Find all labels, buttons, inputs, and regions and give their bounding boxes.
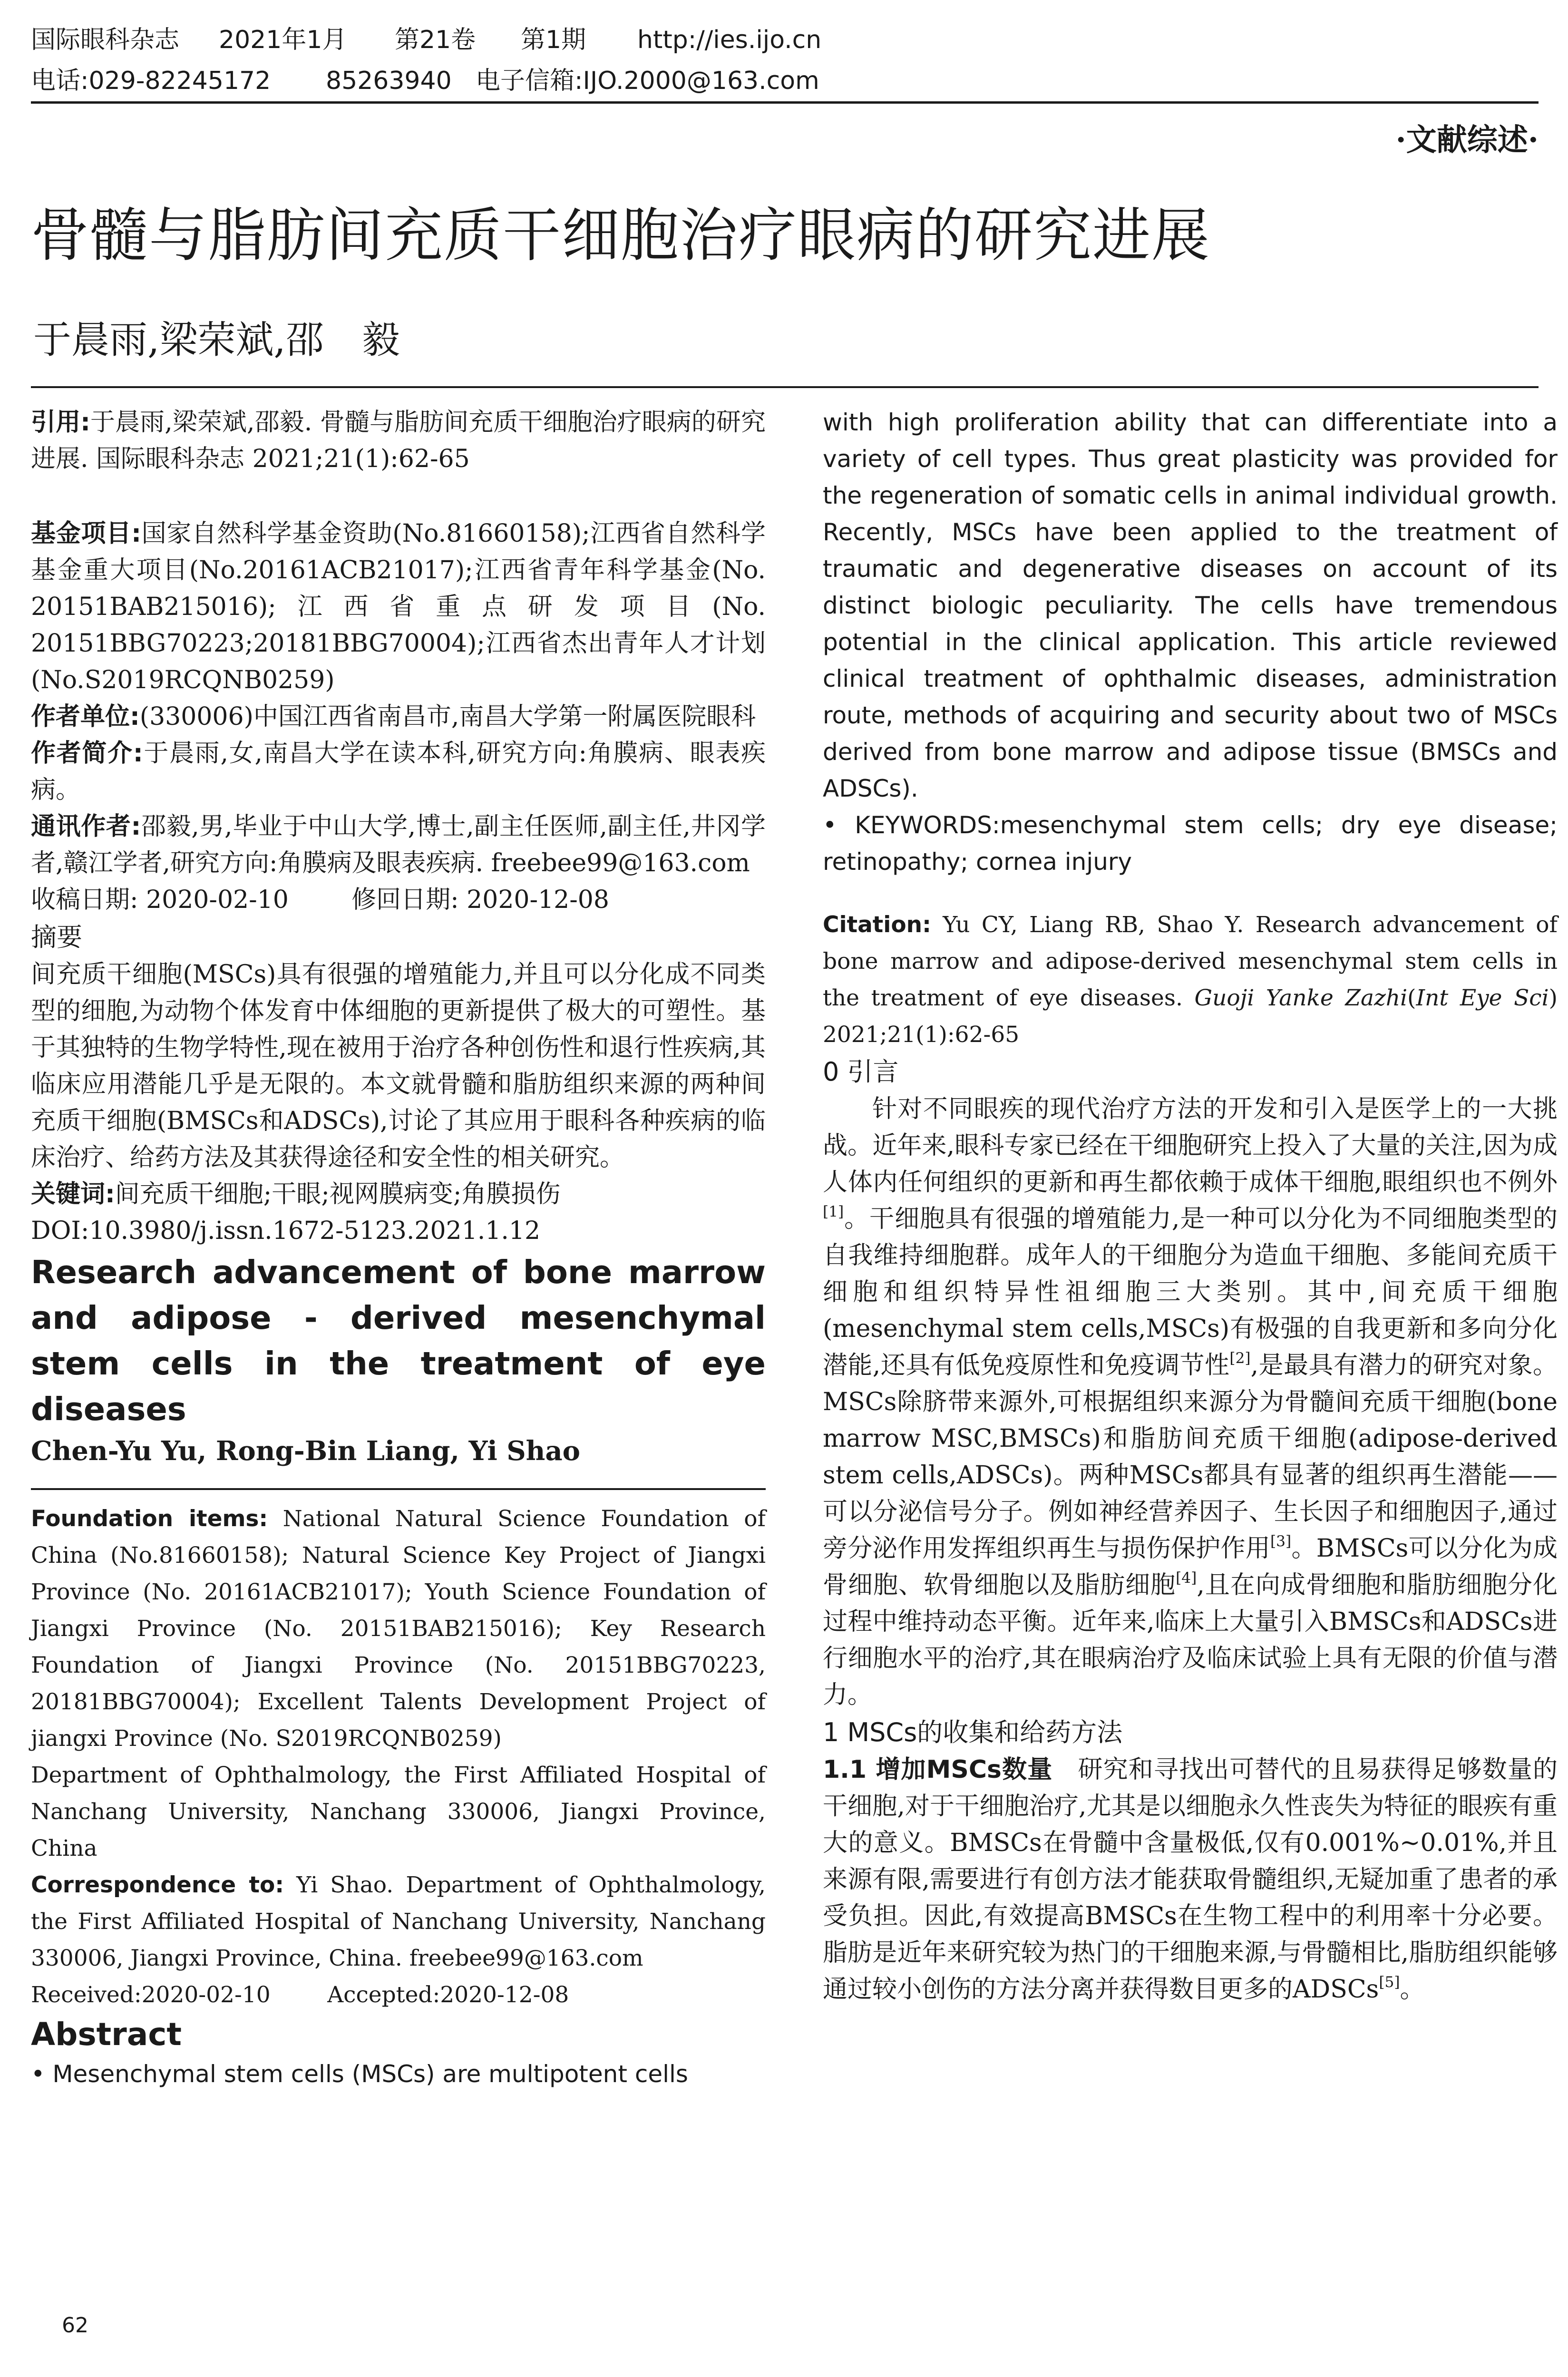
correspondence-en-text: Yi Shao. Department of Ophthalmology, the First Affiliated Hospital of Nanchang University, Nanchang 330006, Jiangxi Province, China. freebee99@163.com xyxy=(31,1872,766,1971)
issue-date: 2021年1月 xyxy=(219,26,347,54)
doi: DOI:10.3980/j.issn.1672-5123.2021.1.12 xyxy=(31,1217,541,1245)
citation-label: 引用: xyxy=(31,408,90,437)
citation-en-label: Citation: xyxy=(823,912,931,938)
correspondence-cn xyxy=(31,809,766,882)
bio-text: 于晨雨,女,南昌大学在读本科,研究方向:角膜病、眼表疾病。 xyxy=(31,739,766,804)
keywords-cn xyxy=(31,1176,766,1213)
citation-en-text: Yu CY, Liang RB, Shao Y. Research advancement of bone marrow and adipose-derived mesenchymal stem cells in the treatment of eye diseases. xyxy=(823,912,1558,1011)
phone: 电话:029-82245172 xyxy=(31,67,271,95)
english-title: Research advancement of bone marrow and adipose - derived mesenchymal stem cells in the treatment of eye diseases xyxy=(31,1254,766,1428)
correspondence-text: 邵毅,男,毕业于中山大学,博士,副主任医师,副主任,井冈学者,赣江学者,研究方向:角膜病及眼表疾病. freebee99@163.com xyxy=(31,812,766,877)
affiliation-text: (330006)中国江西省南昌市,南昌大学第一附属医院眼科 xyxy=(139,702,756,731)
affiliation-cn xyxy=(31,699,766,735)
received-date: 收稿日期: 2020-02-10 xyxy=(31,886,289,914)
affiliation-label: 作者单位: xyxy=(31,702,140,731)
foundation-en-label: Foundation items: xyxy=(31,1506,268,1532)
intro-text-e: ,且在向成骨细胞和脂肪细胞分化过程中维持动态平衡。近年来,临床上大量引入BMSCs和ADSCs进行细胞水平的治疗,其在眼病治疗及临床试验上具有无限的价值与潜力。 xyxy=(823,1571,1558,1709)
journal-name: 国际眼科杂志 xyxy=(31,26,180,54)
ref-2: [2] xyxy=(1229,1350,1251,1367)
correspondence-en-label: Correspondence to: xyxy=(31,1872,284,1898)
citation-journal-en: Int Eye Sci xyxy=(1416,985,1549,1011)
accepted-date-en: Accepted:2020-12-08 xyxy=(327,1982,569,2008)
citation-en-tail: ) 2021;21(1):62-65 xyxy=(823,985,1558,1048)
abstract-heading-cn: 摘要 xyxy=(31,922,82,952)
article-title: 骨髓与脂肪间充质干细胞治疗眼病的研究进展 xyxy=(31,202,1210,269)
dates-en xyxy=(31,1977,766,2013)
page-number: 62 xyxy=(62,2313,88,2338)
revised-date: 修回日期: 2020-12-08 xyxy=(351,886,609,914)
section-1-1-text: 研究和寻找出可替代的且易获得足够数量的干细胞,对于干细胞治疗,尤其是以细胞永久性丧失为特征的眼疾有重大的意义。BMSCs在骨髓中含量极低,仅有0.001%~0.01%,并且来源有限,需要进行有创方法才能获取骨髓组织,无疑加重了患者的承受负担。因此,有效提高BMSCs在生物工程中的利用率十分必要。脂肪是近年来研究较为热门的干细胞来源,与骨髓相比,脂肪组织能够通过较小创伤的方法分离并获得数目更多的ADSCs xyxy=(823,1755,1558,2004)
volume: 第21卷 xyxy=(395,26,476,54)
foundation-cn xyxy=(31,516,766,699)
foundation-en-text: National Natural Science Foundation of China (No.81660158); Natural Science Key Project of Jiangxi Province (No. 20161ACB21017); Youth Science Foundation of Jiangxi Province (No. 20151BAB215016); Key Research Foundation of Jiangxi Province (No. 20151BBG70223, 20181BBG70004); Excellent Talents Development Project of jiangxi Province (No. S2019RCQNB0259) xyxy=(31,1506,766,1752)
section-1-1-label: 1.1 增加MSCs数量 xyxy=(823,1755,1053,1784)
keywords-label: 关键词: xyxy=(31,1180,115,1208)
abstract-en-start: • Mesenchymal stem cells (MSCs) are multipotent cells xyxy=(31,2060,688,2088)
section-1-1-end: 。 xyxy=(1400,1975,1425,2004)
section-label: ·文献综述· xyxy=(1395,122,1539,158)
intro-text-a: 针对不同眼疾的现代治疗方法的开发和引入是医学上的一大挑战。近年来,眼科专家已经在干细胞研究上投入了大量的关注,因为成人体内任何组织的更新和再生都依赖于成体干细胞,眼组织也不例外 xyxy=(823,1095,1558,1197)
ref-5: [5] xyxy=(1379,1974,1400,1991)
left-column xyxy=(31,404,766,2093)
department-en: Department of Ophthalmology, the First Affiliated Hospital of Nanchang University, Nanchang 330006, Jiangxi Province, China xyxy=(31,1762,766,1861)
authors-cn: 于晨雨,梁荣斌,邵 毅 xyxy=(33,318,400,362)
citation-text: 于晨雨,梁荣斌,邵毅. 骨髓与脂肪间充质干细胞治疗眼病的研究进展. 国际眼科杂志 2021;21(1):62-65 xyxy=(31,408,766,473)
email-link[interactable]: 电子信箱:IJO.2000@163.com xyxy=(476,67,819,95)
received-date-en: Received:2020-02-10 xyxy=(31,1982,271,2008)
section-1-heading: 1 MSCs的收集和给药方法 xyxy=(823,1717,1123,1747)
ref-3: [3] xyxy=(1270,1533,1292,1550)
correspondence-en xyxy=(31,1867,766,1977)
issue: 第1期 xyxy=(521,26,586,54)
citation-journal: Guoji Yanke Zazhi xyxy=(1194,985,1408,1011)
section-1-1-paragraph xyxy=(823,1752,1558,2008)
citation-cn xyxy=(31,404,766,477)
foundation-text: 国家自然科学基金资助(No.81660158);江西省自然科学基金重大项目(No.20161ACB21017);江西省青年科学基金(No. 20151BAB215016);江西省重点研发项目(No. 20151BBG70223;20181BBG70004);江西省杰出青年人才计划(No.S2019RCQNB0259) xyxy=(31,519,766,694)
intro-text-d: 。BMSCs可以分化为成骨细胞、软骨细胞以及脂肪细胞 xyxy=(823,1534,1558,1599)
citation-en xyxy=(823,906,1558,1053)
title-rule xyxy=(31,386,1539,388)
intro-heading: 0 引言 xyxy=(823,1057,899,1087)
abstract-heading-en: Abstract xyxy=(31,2016,182,2053)
correspondence-label: 通讯作者: xyxy=(31,812,141,841)
bio-label: 作者简介: xyxy=(31,739,143,768)
dates-cn xyxy=(31,882,766,918)
abstract-en-continued: with high proliferation ability that can differentiate into a variety of cell types. Thus great plasticity was provided for the regeneration of somatic cells in animal individual growth. Recently, MSCs have been applied to the treatment of traumatic and degenerative diseases on account of its distinct biologic peculiarity. The cells have tremendous potential in the clinical application. This article reviewed clinical treatment of ophthalmic diseases, administration route, methods of acquiring and security about two of MSCs derived from bone marrow and adipose tissue (BMSCs and ADSCs). xyxy=(823,409,1558,802)
english-authors-rule xyxy=(31,1488,766,1490)
intro-text-b: 。干细胞具有很强的增殖能力,是一种可以分化为不同细胞类型的自我维持细胞群。成年人的干细胞分为造血干细胞、多能间充质干细胞和组织特异性祖细胞三大类别。其中,间充质干细胞(mesenchymal stem cells,MSCs)有极强的自我更新和多向分化潜能,还具有低免疫原性和免疫调节性 xyxy=(823,1205,1558,1380)
english-authors: Chen-Yu Yu, Rong-Bin Liang, Yi Shao xyxy=(31,1435,581,1467)
keywords-text: 间充质干细胞;干眼;视网膜病变;角膜损伤 xyxy=(115,1180,561,1208)
ref-1: [1] xyxy=(823,1203,844,1221)
header-rule xyxy=(31,101,1539,104)
keywords-en: • KEYWORDS:mesenchymal stem cells; dry eye disease; retinopathy; cornea injury xyxy=(823,811,1558,876)
foundation-label: 基金项目: xyxy=(31,519,141,548)
phone-2: 85263940 xyxy=(326,67,452,95)
foundation-en xyxy=(31,1500,766,1757)
website-link[interactable]: http://ies.ijo.cn xyxy=(637,26,822,54)
intro-text-c: ,是最具有潜力的研究对象。MSCs除脐带来源外,可根据组织来源分为骨髓间充质干细胞(bone marrow MSC,BMSCs)和脂肪间充质干细胞(adipose-derived stem cells,ADSCs)。两种MSCs都具有显著的组织再生潜能——可以分泌信号分子。例如神经营养因子、生长因子和细胞因子,通过旁分泌作用发挥组织再生与损伤保护作用 xyxy=(823,1351,1558,1563)
intro-paragraph xyxy=(823,1091,1558,1714)
journal-header xyxy=(31,21,1539,105)
ref-4: [4] xyxy=(1176,1569,1197,1587)
author-bio-cn xyxy=(31,735,766,809)
citation-paren-open: ( xyxy=(1407,985,1416,1011)
right-column xyxy=(823,404,1558,2008)
abstract-text-cn: 间充质干细胞(MSCs)具有很强的增殖能力,并且可以分化成不同类型的细胞,为动物个体发育中体细胞的更新提供了极大的可塑性。基于其独特的生物学特性,现在被用于治疗各种创伤性和退行性疾病,其临床应用潜能几乎是无限的。本文就骨髓和脂肪组织来源的两种间充质干细胞(BMSCs和ADSCs),讨论了其应用于眼科各种疾病的临床治疗、给药方法及其获得途径和安全性的相关研究。 xyxy=(31,960,766,1172)
